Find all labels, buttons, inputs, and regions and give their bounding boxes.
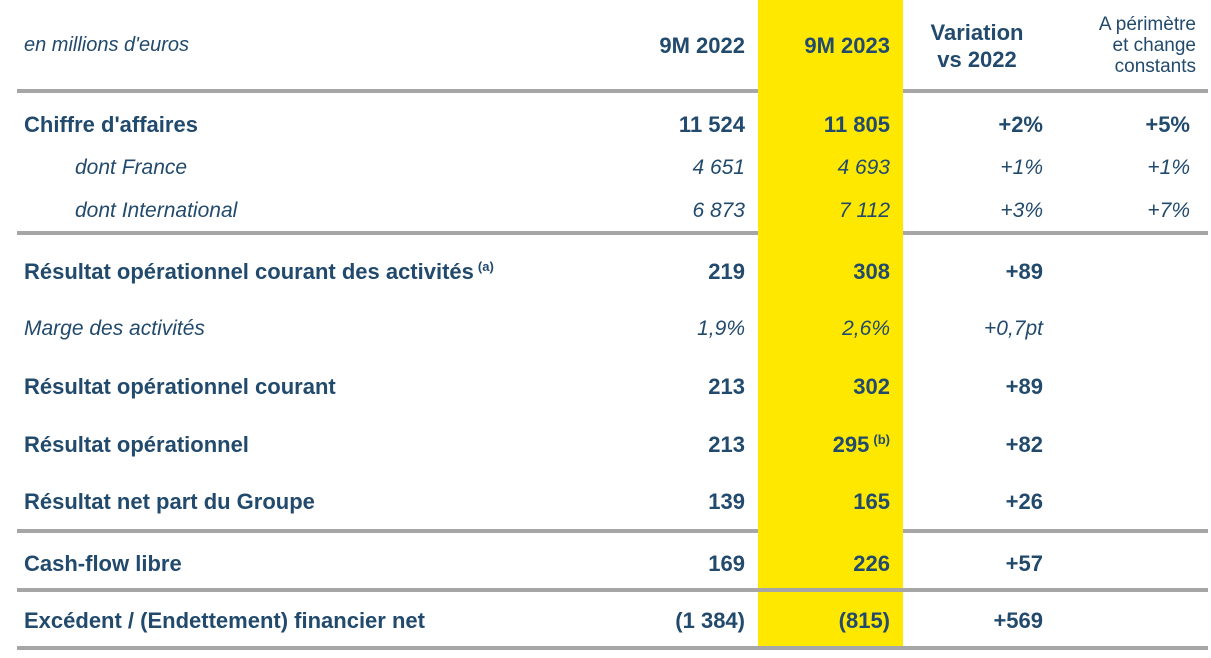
section-cashflow — [0, 531, 1211, 588]
value-9m-2023: 2,6% — [842, 317, 890, 341]
value-constant-perimeter: +7% — [1147, 199, 1190, 223]
value-9m-2022: 4 651 — [692, 155, 745, 179]
table-row — [0, 301, 1211, 359]
value-variation: +26 — [1005, 489, 1043, 515]
value-9m-2023: 11 805 — [823, 111, 890, 137]
value-variation: +1% — [1000, 155, 1043, 179]
value-9m-2023: 4 693 — [837, 155, 890, 179]
row-label: Chiffre d'affaires — [24, 111, 198, 137]
col-header-9m-2023: 9M 2023 — [804, 32, 890, 58]
value-9m-2023: 308 — [853, 258, 890, 284]
value-variation: +82 — [1005, 431, 1043, 457]
section-revenue — [0, 91, 1211, 233]
col-header-9m-2022: 9M 2022 — [659, 32, 745, 58]
table-row — [0, 539, 1211, 588]
footnote-marker: (b) — [873, 431, 890, 447]
col-header-constant-line3: constants — [1114, 56, 1196, 77]
row-label: Marge des activités — [24, 317, 205, 341]
value-9m-2022: 213 — [708, 373, 745, 399]
value-9m-2022: 11 524 — [678, 111, 745, 137]
value-variation: +57 — [1005, 550, 1043, 576]
table-row — [0, 596, 1211, 646]
row-label: Résultat opérationnel courant des activités $^{(a)}$ — [24, 258, 494, 284]
table-row — [0, 190, 1211, 233]
row-label: dont France — [75, 155, 188, 179]
value-variation: +3% — [1000, 199, 1043, 223]
value-variation: +89 — [1005, 258, 1043, 284]
value-constant-perimeter: +5% — [1145, 111, 1190, 137]
footnote-marker: (a) — [477, 258, 494, 274]
table-row — [0, 473, 1211, 531]
value-9m-2023: 165 — [853, 489, 890, 515]
row-label: Résultat opérationnel courant — [24, 373, 336, 399]
value-9m-2023: 226 — [853, 550, 890, 576]
value-9m-2023: 295 $^{(b)}$ — [832, 431, 890, 457]
col-header-constant-line2: et change — [1112, 35, 1196, 56]
row-label: Résultat opérationnel — [24, 431, 249, 457]
table-row — [0, 103, 1211, 146]
value-9m-2022: (1 384) — [675, 608, 745, 633]
table-row — [0, 243, 1211, 301]
table-header — [0, 0, 1211, 91]
table-row — [0, 358, 1211, 416]
col-header-constant-line1: A périmètre — [1098, 14, 1196, 35]
value-9m-2022: 213 — [708, 431, 745, 457]
row-label: Résultat net part du Groupe — [24, 489, 315, 515]
row-label: dont International — [75, 199, 238, 223]
value-9m-2022: 6 873 — [692, 199, 745, 223]
value-variation: +2% — [998, 111, 1043, 137]
section-net-debt — [0, 588, 1211, 646]
value-9m-2022: 169 — [708, 550, 745, 576]
value-variation: +89 — [1005, 373, 1043, 399]
value-9m-2023: 302 — [853, 373, 890, 399]
unit-label: en millions d'euros — [24, 34, 190, 56]
col-header-constant-perimeter — [1055, 14, 1211, 77]
row-label: Excédent / (Endettement) financier net — [24, 608, 425, 633]
value-9m-2023: 7 112 — [839, 199, 890, 223]
row-label: Cash-flow libre — [24, 550, 182, 576]
section-results — [0, 233, 1211, 531]
col-header-variation — [903, 19, 1055, 73]
value-9m-2022: 219 — [708, 258, 745, 284]
table-row — [0, 416, 1211, 474]
table-row — [0, 146, 1211, 189]
value-9m-2022: 139 — [708, 489, 745, 515]
value-variation: +569 — [993, 608, 1043, 633]
col-header-variation-line1: Variation — [930, 19, 1024, 45]
value-9m-2022: 1,9% — [697, 317, 745, 341]
value-variation: +0,7pt — [984, 317, 1043, 341]
value-9m-2023: (815) — [838, 608, 890, 633]
value-constant-perimeter: +1% — [1147, 155, 1190, 179]
col-header-variation-line2: vs 2022 — [937, 46, 1017, 72]
